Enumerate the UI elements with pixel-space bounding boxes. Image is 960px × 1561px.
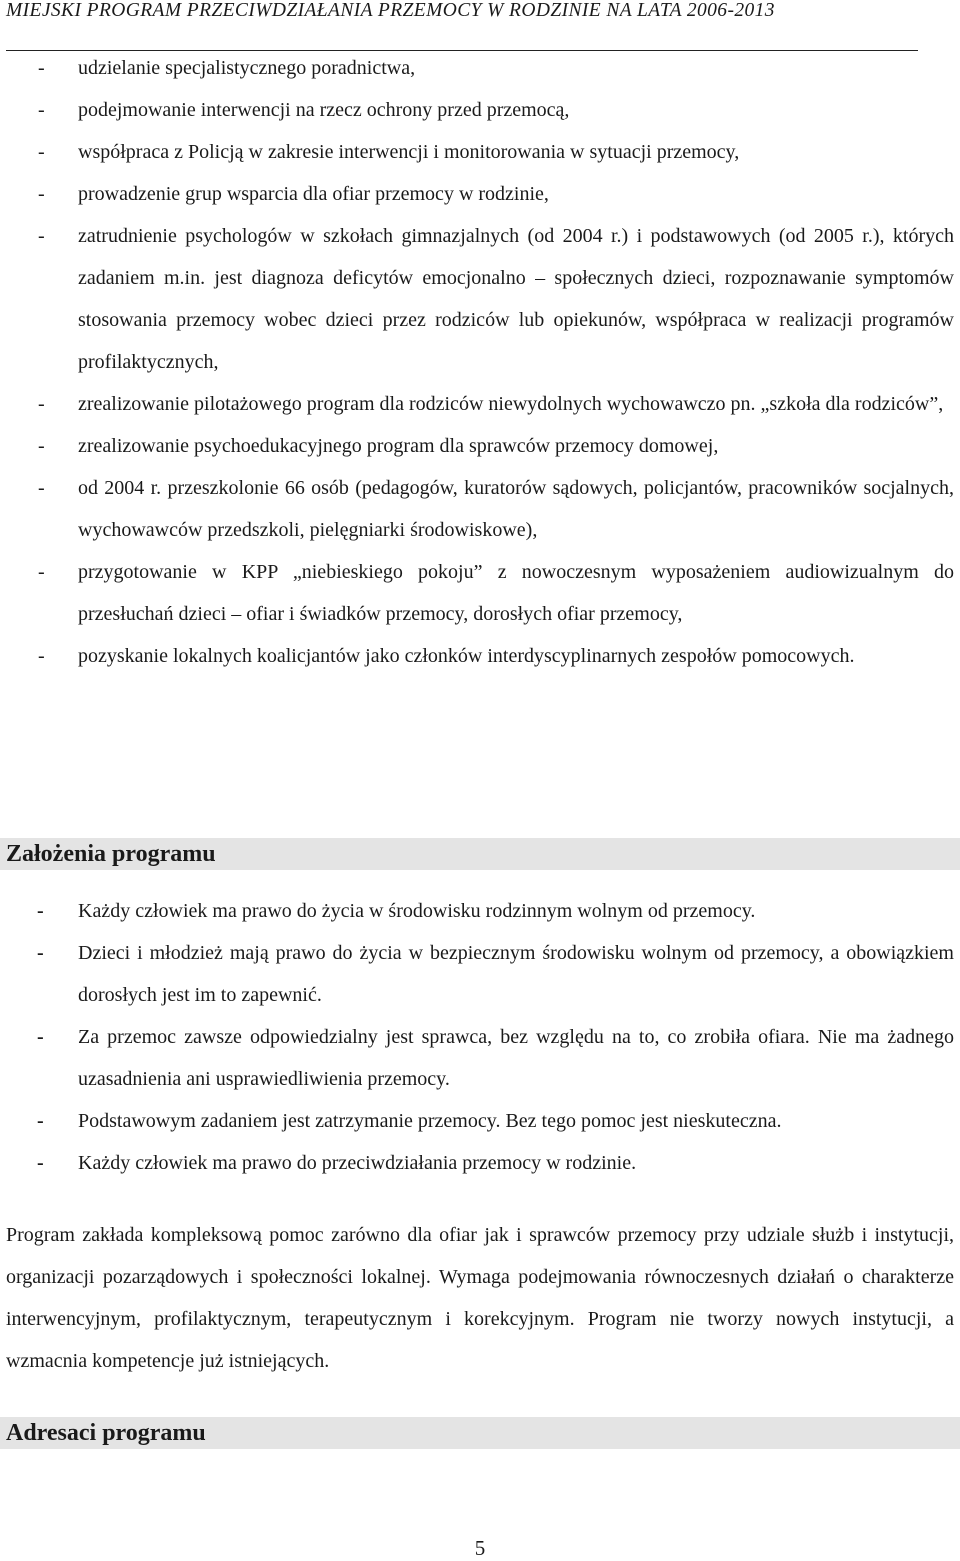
list-bullet: - [38, 435, 45, 457]
list-item [0, 551, 960, 635]
list-item-text: podejmowanie interwencji na rzecz ochrony przed przemocą, [78, 99, 570, 121]
page-number: 5 [474, 1536, 486, 1560]
principles-list [0, 890, 960, 1184]
list-item-text: współpraca z Policją w zakresie interwencji i monitorowania w sytuacji przemocy, [78, 141, 740, 163]
list-bullet: - [38, 561, 45, 583]
list-bullet: - [38, 141, 45, 163]
list-item [0, 425, 960, 467]
list-item [0, 467, 960, 551]
list-item [0, 1016, 960, 1100]
list-item [0, 1142, 960, 1184]
section-heading-text: Adresaci programu [6, 1420, 206, 1446]
list-bullet: - [37, 1110, 44, 1132]
list-item [0, 1100, 960, 1142]
list-item [0, 89, 960, 131]
program-paragraph: Program zakłada kompleksową pomoc zarówno dla ofiar jak i sprawców przemocy przy udziale służb i instytucji, organizacji pozarządowych i społeczności lokalnej. Wymaga podejmowania równoczesnych działań o charakterze interwencyjnym, profilaktycznym, terapeutycznym i korekcyjnym. Program nie tworzy nowych instytucji, a wzmacnia kompetencje już istniejących. [6, 1224, 954, 1372]
list-item [0, 932, 960, 1016]
list-bullet: - [37, 1026, 44, 1048]
list-item-text: Każdy człowiek ma prawo do życia w środowisku rodzinnym wolnym od przemocy. [78, 900, 756, 922]
list-bullet: - [38, 645, 45, 667]
list-item-text: zrealizowanie pilotażowego program dla rodziców niewydolnych wychowawczo pn. „szkoła dla rodziców”, [78, 393, 944, 415]
list-item-text: Podstawowym zadaniem jest zatrzymanie przemocy. Bez tego pomoc jest nieskuteczna. [78, 1110, 782, 1132]
list-item [0, 383, 960, 425]
list-item-text: przygotowanie w KPP „niebieskiego pokoju” z nowoczesnym wyposażeniem audiowizualnym do przesłuchań dzieci – ofiar i świadków przemocy, dorosłych ofiar przemocy, [78, 561, 954, 625]
list-item-text: zatrudnienie psychologów w szkołach gimnazjalnych (od 2004 r.) i podstawowych (od 2005 r.), których zadaniem m.in. jest diagnoza deficytów emocjonalno – społecznych dzieci, rozpoznawanie symptomów stosowania przemocy wobec dzieci przez rodziców lub opiekunów, współpraca w realizacji programów profilaktycznych, [78, 225, 954, 373]
list-item-text: pozyskanie lokalnych koalicjantów jako członków interdyscyplinarnych zespołów pomocowych. [78, 645, 855, 667]
header-title: MIEJSKI PROGRAM PRZECIWDZIAŁANIA PRZEMOCY W RODZINIE NA LATA 2006-2013 [6, 0, 775, 21]
list-item-text: udzielanie specjalistycznego poradnictwa, [78, 57, 416, 79]
list-bullet: - [38, 393, 45, 415]
list-item-text: Za przemoc zawsze odpowiedzialny jest sprawca, bez względu na to, co zrobiła ofiara. Nie ma żadnego uzasadnienia ani usprawiedliwienia przemocy. [78, 1026, 954, 1090]
list-bullet: - [37, 900, 44, 922]
list-item-text: zrealizowanie psychoedukacyjnego program dla sprawców przemocy domowej, [78, 435, 719, 457]
list-bullet: - [38, 99, 45, 121]
activities-list [0, 47, 960, 677]
section-heading-zalozenia [0, 838, 960, 870]
list-item [0, 47, 960, 89]
section-heading-adresaci [0, 1417, 960, 1449]
list-item [0, 215, 960, 383]
section-heading-text: Założenia programu [6, 841, 216, 867]
list-bullet: - [38, 477, 45, 499]
list-item-text: Dzieci i młodzież mają prawo do życia w bezpiecznym środowisku wolnym od przemocy, a obowiązkiem dorosłych jest im to zapewnić. [78, 942, 954, 1006]
list-item-text: Każdy człowiek ma prawo do przeciwdziałania przemocy w rodzinie. [78, 1152, 637, 1174]
list-bullet: - [37, 1152, 44, 1174]
list-item-text: od 2004 r. przeszkolonie 66 osób (pedagogów, kuratorów sądowych, policjantów, pracowników socjalnych, wychowawców przedszkoli, pielęgniarki środowiskowe), [78, 477, 954, 541]
list-item-text: prowadzenie grup wsparcia dla ofiar przemocy w rodzinie, [78, 183, 549, 205]
list-bullet: - [38, 183, 45, 205]
list-bullet: - [37, 942, 44, 964]
list-bullet: - [38, 225, 45, 247]
list-item [0, 635, 960, 677]
running-header [6, 0, 918, 51]
list-bullet: - [38, 57, 45, 79]
list-item [0, 131, 960, 173]
list-item [0, 890, 960, 932]
list-item [0, 173, 960, 215]
